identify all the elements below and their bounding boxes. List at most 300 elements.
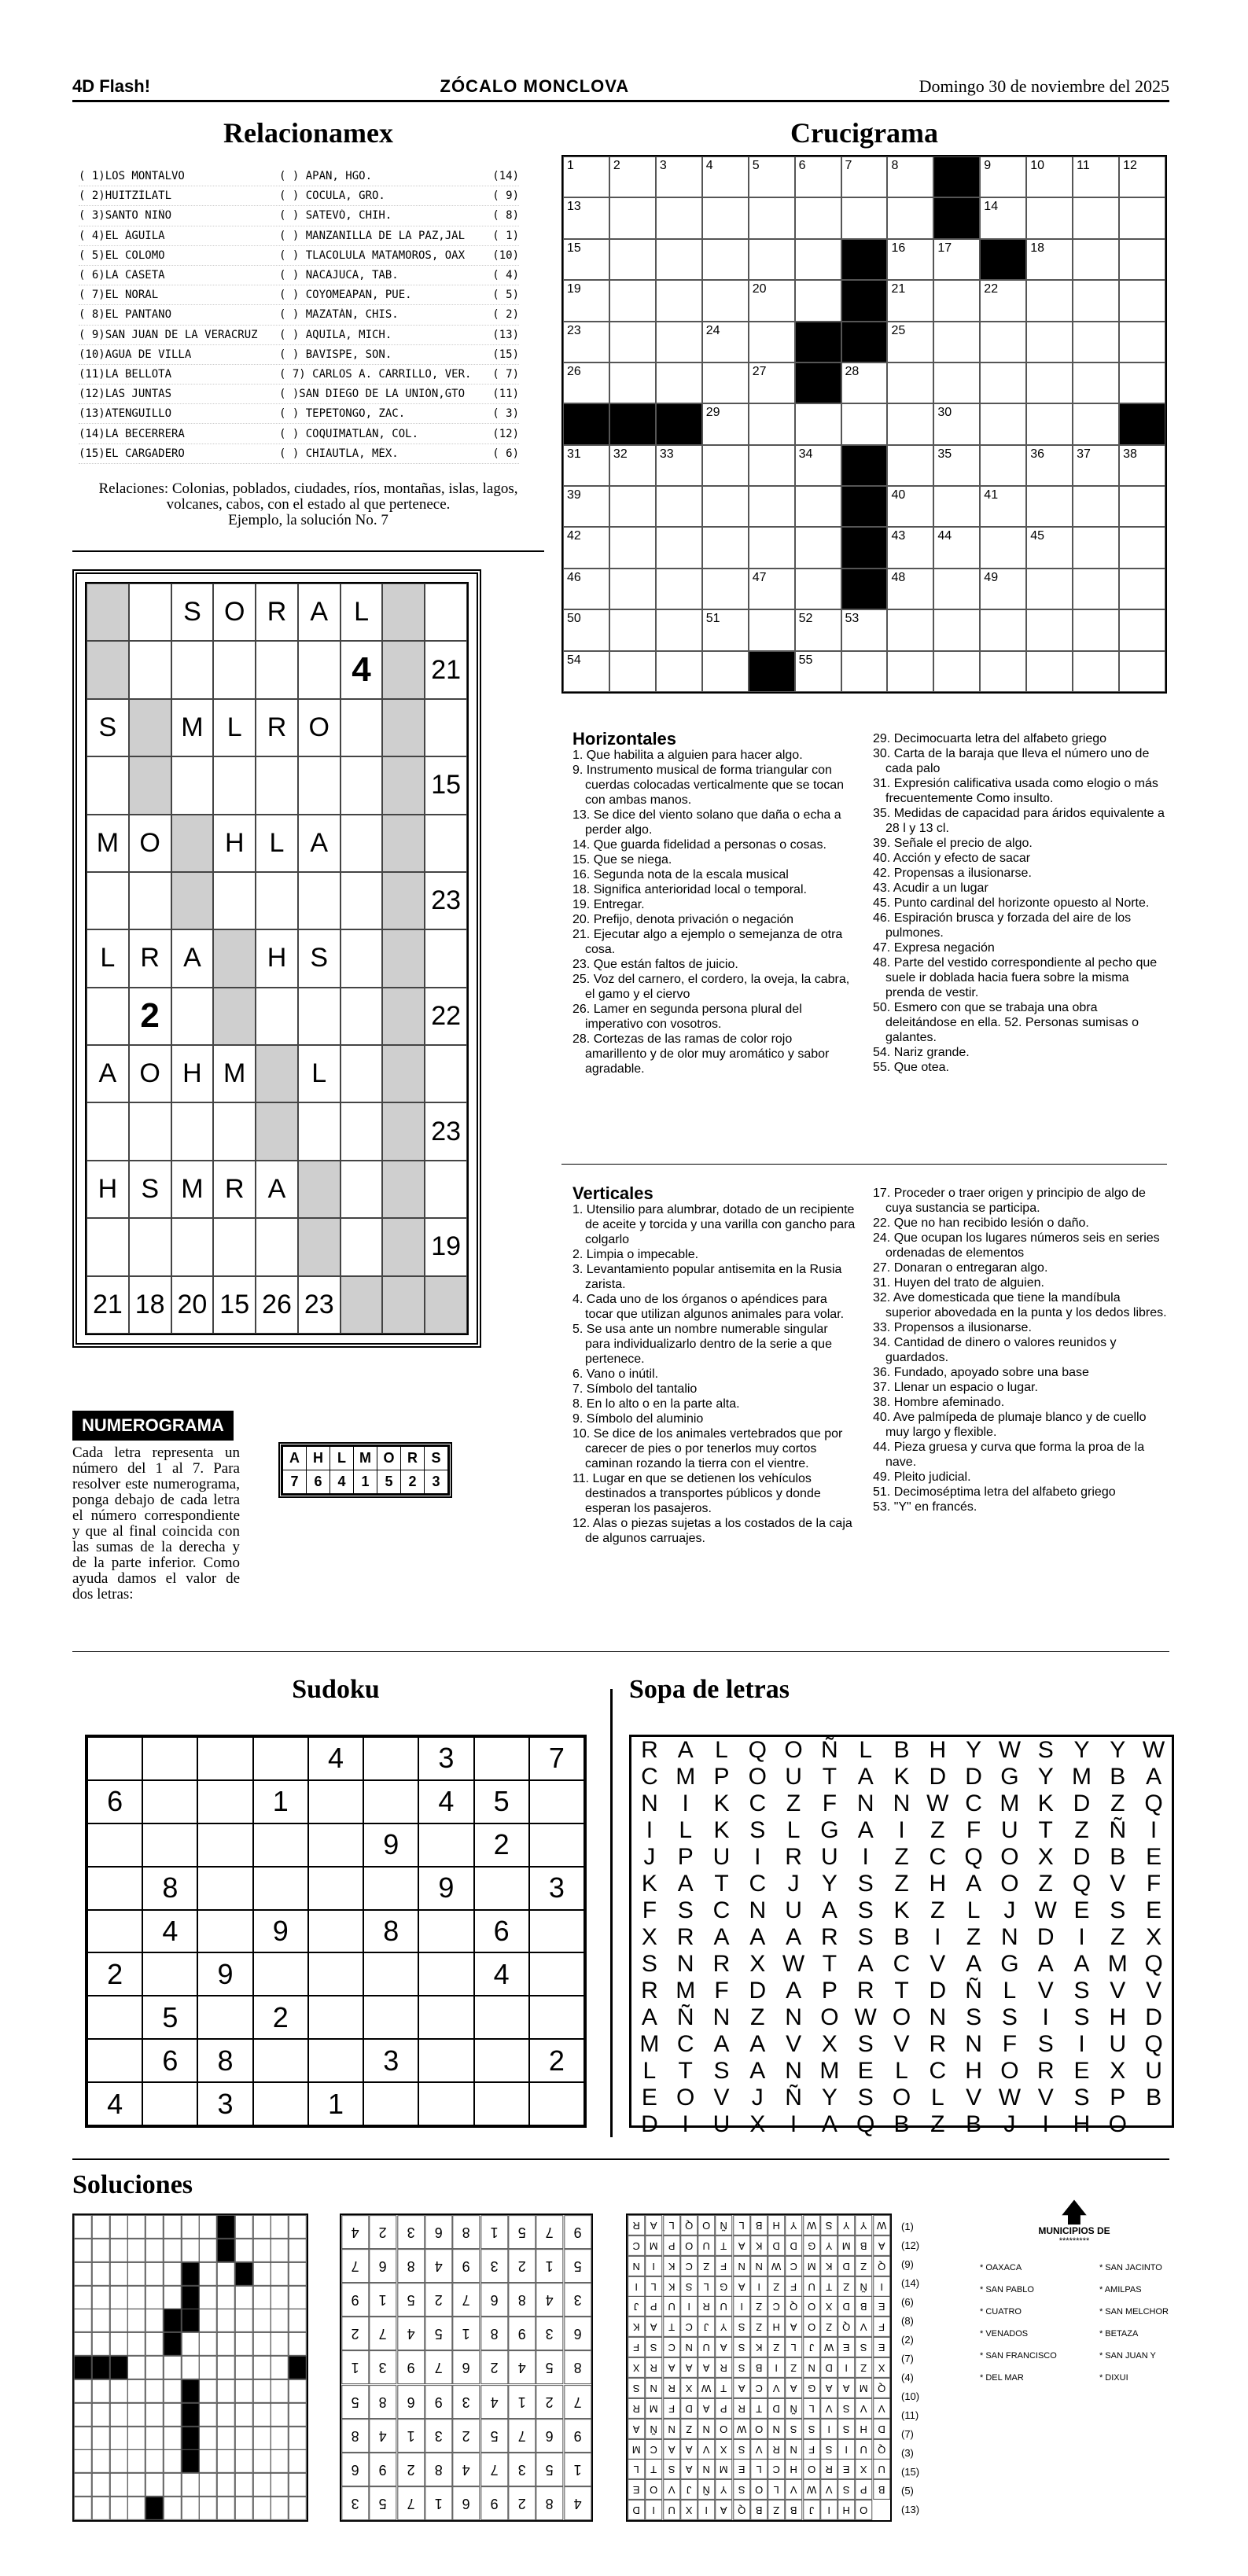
crossword-cell[interactable]: [1073, 651, 1119, 692]
word-search-letter[interactable]: K: [713, 1817, 730, 1843]
crossword-cell[interactable]: 18: [1026, 239, 1073, 280]
word-search-letter[interactable]: I: [1042, 2004, 1049, 2030]
numerograma-cell[interactable]: 4: [341, 641, 383, 698]
crossword-cell[interactable]: [656, 486, 702, 527]
numerograma-cell[interactable]: A: [171, 929, 214, 987]
word-search-letter[interactable]: Z: [786, 1790, 801, 1816]
numerograma-cell[interactable]: A: [298, 815, 341, 872]
word-search-letter[interactable]: Q: [964, 1844, 983, 1870]
word-search-letter[interactable]: V: [1110, 1978, 1126, 2004]
crossword-cell[interactable]: [1073, 280, 1119, 321]
crossword-cell[interactable]: [1026, 569, 1073, 609]
crossword-cell[interactable]: [841, 403, 888, 444]
word-search-letter[interactable]: C: [965, 1790, 982, 1816]
crossword-cell[interactable]: 5: [749, 156, 795, 197]
crossword-cell[interactable]: [1073, 322, 1119, 362]
numerograma-cell[interactable]: [298, 872, 341, 929]
word-search-letter[interactable]: L: [1003, 1978, 1017, 2004]
word-search-letter[interactable]: L: [859, 1737, 873, 1763]
crossword-cell[interactable]: [702, 239, 749, 280]
crossword-cell[interactable]: 45: [1026, 527, 1073, 568]
word-search-letter[interactable]: A: [749, 1924, 766, 1950]
sudoku-cell[interactable]: [418, 1823, 473, 1867]
numerograma-cell[interactable]: O: [129, 815, 171, 872]
numerograma-cell[interactable]: H: [256, 929, 298, 987]
crossword-cell[interactable]: 42: [563, 527, 609, 568]
word-search-letter[interactable]: D: [641, 2111, 658, 2137]
word-search-letter[interactable]: T: [1038, 1817, 1053, 1843]
sudoku-cell[interactable]: [363, 1867, 418, 1910]
word-search-letter[interactable]: O: [892, 2004, 911, 2030]
crossword-cell[interactable]: [841, 197, 888, 238]
sudoku-cell[interactable]: 6: [474, 1910, 529, 1953]
sudoku-cell[interactable]: [529, 1996, 584, 2039]
crossword-cell[interactable]: [749, 445, 795, 486]
word-search-letter[interactable]: O: [1000, 1871, 1019, 1897]
word-search-letter[interactable]: I: [790, 2111, 797, 2137]
crossword-cell[interactable]: [841, 651, 888, 692]
word-search-letter[interactable]: X: [1146, 1924, 1162, 1950]
word-search-letter[interactable]: N: [965, 2031, 982, 2057]
word-search-letter[interactable]: A: [713, 2031, 730, 2057]
word-search-letter[interactable]: D: [1073, 1790, 1091, 1816]
crossword-cell[interactable]: 4: [702, 156, 749, 197]
numerograma-cell[interactable]: [171, 756, 214, 814]
sudoku-cell[interactable]: 4: [474, 1952, 529, 1996]
crossword-cell[interactable]: [1026, 197, 1073, 238]
word-search-letter[interactable]: U: [785, 1897, 802, 1923]
word-search-letter[interactable]: I: [646, 1817, 653, 1843]
numerograma-cell[interactable]: [298, 756, 341, 814]
word-search-letter[interactable]: Y: [1073, 1737, 1090, 1763]
word-search-letter[interactable]: V: [1146, 1978, 1162, 2004]
crossword-cell[interactable]: 31: [563, 445, 609, 486]
sudoku-cell[interactable]: 3: [418, 1737, 473, 1780]
word-search-letter[interactable]: Z: [966, 1924, 981, 1950]
numerograma-cell[interactable]: O: [298, 699, 341, 756]
word-search-letter[interactable]: H: [929, 1871, 947, 1897]
word-search-letter[interactable]: L: [715, 1737, 728, 1763]
crossword-cell[interactable]: [795, 527, 841, 568]
numerograma-cell[interactable]: [298, 1102, 341, 1160]
crossword-cell[interactable]: 6: [795, 156, 841, 197]
word-search-letter[interactable]: C: [676, 2031, 694, 2057]
numerograma-cell[interactable]: [213, 1218, 256, 1275]
word-search-letter[interactable]: V: [930, 1951, 946, 1977]
numerograma-cell[interactable]: R: [129, 929, 171, 987]
sudoku-cell[interactable]: [308, 1780, 363, 1823]
sudoku-cell[interactable]: [87, 1996, 142, 2039]
sudoku-cell[interactable]: 3: [529, 1867, 584, 1910]
crossword-cell[interactable]: 33: [656, 445, 702, 486]
crossword-cell[interactable]: [749, 527, 795, 568]
crossword-cell[interactable]: [980, 527, 1026, 568]
crossword-cell[interactable]: 22: [980, 280, 1026, 321]
word-search-letter[interactable]: W: [998, 2085, 1022, 2110]
word-search-letter[interactable]: I: [1078, 1924, 1085, 1950]
numerograma-cell[interactable]: [256, 1045, 298, 1102]
numerograma-cell[interactable]: 20: [171, 1276, 214, 1334]
numerograma-cell[interactable]: [341, 1276, 383, 1334]
crossword-cell[interactable]: 27: [749, 362, 795, 403]
crossword-cell[interactable]: [795, 569, 841, 609]
word-search-letter[interactable]: I: [682, 1790, 689, 1816]
crossword-cell[interactable]: [887, 197, 933, 238]
numerograma-cell[interactable]: S: [129, 1161, 171, 1218]
crossword-cell[interactable]: [656, 569, 702, 609]
word-search-letter[interactable]: S: [713, 2058, 730, 2084]
word-search-letter[interactable]: I: [682, 2111, 689, 2137]
numerograma-cell[interactable]: [171, 641, 214, 698]
sudoku-cell[interactable]: [142, 1737, 197, 1780]
word-search-letter[interactable]: C: [893, 1951, 911, 1977]
crossword-cell[interactable]: [980, 445, 1026, 486]
word-search-letter[interactable]: S: [1037, 2031, 1054, 2057]
sudoku-cell[interactable]: [197, 1737, 252, 1780]
sudoku-cell[interactable]: 6: [87, 1780, 142, 1823]
word-search-letter[interactable]: N: [676, 1951, 694, 1977]
crossword-cell[interactable]: [656, 527, 702, 568]
numerograma-cell[interactable]: S: [298, 929, 341, 987]
sudoku-cell[interactable]: 9: [363, 1823, 418, 1867]
word-search-letter[interactable]: I: [898, 1817, 905, 1843]
sudoku-cell[interactable]: [474, 1737, 529, 1780]
word-search-letter[interactable]: J: [1003, 2111, 1016, 2137]
word-search-letter[interactable]: W: [782, 1951, 805, 1977]
word-search-letter[interactable]: X: [1037, 1844, 1054, 1870]
numerograma-cell[interactable]: [382, 988, 425, 1045]
word-search-letter[interactable]: Y: [966, 1737, 982, 1763]
numerograma-cell[interactable]: [341, 756, 383, 814]
numerograma-cell[interactable]: [213, 988, 256, 1045]
word-search-letter[interactable]: L: [930, 2085, 944, 2110]
numerograma-cell[interactable]: L: [213, 699, 256, 756]
numerograma-cell[interactable]: [341, 872, 383, 929]
word-search-letter[interactable]: C: [641, 1764, 658, 1790]
word-search-letter[interactable]: G: [820, 1817, 839, 1843]
numerograma-cell[interactable]: [129, 1102, 171, 1160]
word-search-letter[interactable]: C: [929, 1844, 947, 1870]
crossword-cell[interactable]: 2: [609, 156, 656, 197]
crossword-cell[interactable]: [702, 651, 749, 692]
word-search-letter[interactable]: S: [857, 1897, 874, 1923]
numerograma-cell[interactable]: [382, 1161, 425, 1218]
crossword-cell[interactable]: [1073, 609, 1119, 650]
numerograma-cell[interactable]: [382, 641, 425, 698]
word-search-letter[interactable]: S: [1001, 2004, 1018, 2030]
numerograma-cell[interactable]: [341, 1161, 383, 1218]
word-search-letter[interactable]: W: [854, 2004, 877, 2030]
numerograma-cell[interactable]: [87, 641, 129, 698]
word-search-letter[interactable]: T: [822, 1951, 838, 1977]
word-search-letter[interactable]: E: [1146, 1844, 1162, 1870]
sudoku-cell[interactable]: [308, 1910, 363, 1953]
crossword-cell[interactable]: [980, 651, 1026, 692]
word-search-letter[interactable]: D: [929, 1978, 947, 2004]
word-search-letter[interactable]: R: [1036, 2058, 1055, 2084]
word-search-letter[interactable]: H: [929, 1737, 947, 1763]
crossword-cell[interactable]: [1026, 609, 1073, 650]
numerograma-cell[interactable]: [129, 756, 171, 814]
sudoku-cell[interactable]: 2: [529, 2039, 584, 2082]
word-search-letter[interactable]: T: [714, 1871, 729, 1897]
word-search-letter[interactable]: U: [821, 1844, 838, 1870]
crossword-cell[interactable]: 26: [563, 362, 609, 403]
crossword-cell[interactable]: [933, 280, 980, 321]
word-search-letter[interactable]: Z: [1038, 1871, 1053, 1897]
word-search-letter[interactable]: S: [966, 2004, 982, 2030]
word-search-letter[interactable]: D: [1145, 2004, 1162, 2030]
word-search-letter[interactable]: L: [786, 1817, 801, 1843]
sudoku-cell[interactable]: 1: [308, 2082, 363, 2125]
sudoku-cell[interactable]: 8: [197, 2039, 252, 2082]
word-search-letter[interactable]: E: [1073, 2058, 1090, 2084]
crossword-cell[interactable]: [702, 197, 749, 238]
word-search-letter[interactable]: A: [821, 2111, 838, 2137]
word-search-letter[interactable]: N: [893, 1790, 911, 1816]
numerograma-cell[interactable]: 15: [425, 756, 467, 814]
word-search-letter[interactable]: Q: [1144, 2031, 1163, 2057]
word-search-letter[interactable]: U: [1001, 1817, 1018, 1843]
sudoku-cell[interactable]: [418, 2082, 473, 2125]
numerograma-cell[interactable]: [341, 699, 383, 756]
sudoku-cell[interactable]: [308, 2039, 363, 2082]
sudoku-cell[interactable]: [197, 1867, 252, 1910]
numerograma-cell[interactable]: [256, 641, 298, 698]
numerograma-cell[interactable]: [298, 1161, 341, 1218]
crossword-cell[interactable]: [887, 445, 933, 486]
word-search-letter[interactable]: S: [857, 2031, 874, 2057]
word-search-letter[interactable]: W: [998, 1737, 1022, 1763]
sudoku-cell[interactable]: [529, 1823, 584, 1867]
crossword-cell[interactable]: [887, 651, 933, 692]
sudoku-cell[interactable]: [363, 2082, 418, 2125]
word-search-letter[interactable]: S: [857, 1871, 874, 1897]
crossword-cell[interactable]: [656, 197, 702, 238]
word-search-letter[interactable]: R: [856, 1978, 874, 2004]
numerograma-cell[interactable]: [382, 872, 425, 929]
word-search-letter[interactable]: L: [966, 1897, 981, 1923]
numerograma-cell[interactable]: 23: [425, 1102, 467, 1160]
word-search-letter[interactable]: C: [929, 2058, 947, 2084]
word-search-letter[interactable]: X: [749, 1951, 766, 1977]
crossword-cell[interactable]: 44: [933, 527, 980, 568]
word-search-letter[interactable]: A: [1037, 1951, 1054, 1977]
word-search-letter[interactable]: W: [1034, 1897, 1057, 1923]
word-search-letter[interactable]: V: [893, 2031, 910, 2057]
word-search-letter[interactable]: Y: [1110, 1737, 1126, 1763]
word-search-letter[interactable]: Q: [748, 1737, 767, 1763]
crossword-cell[interactable]: [656, 280, 702, 321]
word-search-letter[interactable]: O: [1000, 2058, 1019, 2084]
crossword-cell[interactable]: [702, 569, 749, 609]
word-search-letter[interactable]: N: [929, 2004, 947, 2030]
word-search-letter[interactable]: B: [893, 1924, 910, 1950]
numerograma-cell[interactable]: [425, 1045, 467, 1102]
word-search-letter[interactable]: A: [749, 2031, 766, 2057]
word-search-letter[interactable]: B: [966, 2111, 982, 2137]
word-search-letter[interactable]: B: [1146, 2085, 1162, 2110]
word-search-letter[interactable]: A: [786, 1978, 802, 2004]
word-search-letter[interactable]: S: [1110, 1897, 1126, 1923]
sudoku-cell[interactable]: [197, 1780, 252, 1823]
word-search-letter[interactable]: K: [1037, 1790, 1054, 1816]
numerograma-cell[interactable]: [213, 1102, 256, 1160]
numerograma-cell[interactable]: L: [298, 1045, 341, 1102]
sudoku-cell[interactable]: [418, 1996, 473, 2039]
word-search-letter[interactable]: B: [893, 2111, 910, 2137]
crossword-cell[interactable]: [656, 362, 702, 403]
sudoku-cell[interactable]: 4: [308, 1737, 363, 1780]
numerograma-cell[interactable]: 18: [129, 1276, 171, 1334]
numerograma-cell[interactable]: [256, 988, 298, 1045]
word-search-letter[interactable]: N: [749, 1897, 767, 1923]
crossword-cell[interactable]: [702, 362, 749, 403]
word-search-letter[interactable]: Q: [1072, 1871, 1092, 1897]
word-search-letter[interactable]: I: [754, 1844, 761, 1870]
word-search-letter[interactable]: D: [929, 1764, 947, 1790]
crossword-cell[interactable]: 25: [887, 322, 933, 362]
word-search-letter[interactable]: X: [641, 1924, 657, 1950]
crossword-cell[interactable]: 49: [980, 569, 1026, 609]
word-search-letter[interactable]: M: [1107, 1951, 1128, 1977]
word-search-letter[interactable]: A: [821, 1897, 838, 1923]
word-search-letter[interactable]: A: [641, 2004, 657, 2030]
word-search-letter[interactable]: Z: [1074, 1817, 1089, 1843]
word-search-letter[interactable]: K: [893, 1764, 910, 1790]
word-search-letter[interactable]: A: [857, 1951, 874, 1977]
crossword-cell[interactable]: [1119, 362, 1165, 403]
crossword-cell[interactable]: [933, 486, 980, 527]
crossword-cell[interactable]: [1119, 486, 1165, 527]
numerograma-cell[interactable]: [171, 1102, 214, 1160]
word-search-letter[interactable]: X: [821, 2031, 838, 2057]
crossword-cell[interactable]: [795, 280, 841, 321]
crossword-cell[interactable]: 47: [749, 569, 795, 609]
numerograma-cell[interactable]: [298, 641, 341, 698]
word-search-letter[interactable]: S: [1073, 1978, 1090, 2004]
word-search-letter[interactable]: F: [642, 1897, 657, 1923]
crossword-cell[interactable]: 20: [749, 280, 795, 321]
numerograma-cell[interactable]: H: [171, 1045, 214, 1102]
numerograma-cell[interactable]: R: [256, 699, 298, 756]
crossword-cell[interactable]: [933, 322, 980, 362]
word-search-letter[interactable]: Z: [930, 2111, 945, 2137]
crossword-cell[interactable]: 34: [795, 445, 841, 486]
crossword-cell[interactable]: 3: [656, 156, 702, 197]
word-search-letter[interactable]: A: [966, 1871, 982, 1897]
sudoku-cell[interactable]: [363, 1996, 418, 2039]
crossword-cell[interactable]: [887, 609, 933, 650]
crossword-cell[interactable]: 50: [563, 609, 609, 650]
numerograma-cell[interactable]: O: [213, 583, 256, 641]
word-search-letter[interactable]: Z: [1110, 1790, 1125, 1816]
numerograma-cell[interactable]: [213, 756, 256, 814]
word-search-letter[interactable]: R: [929, 2031, 947, 2057]
crossword-cell[interactable]: [980, 322, 1026, 362]
numerograma-cell[interactable]: [213, 641, 256, 698]
sudoku-cell[interactable]: [418, 2039, 473, 2082]
word-search-letter[interactable]: N: [785, 2004, 802, 2030]
crossword-cell[interactable]: [1026, 280, 1073, 321]
word-search-letter[interactable]: O: [1108, 2111, 1127, 2137]
crossword-cell[interactable]: [609, 197, 656, 238]
word-search-letter[interactable]: R: [676, 1924, 694, 1950]
crossword-cell[interactable]: [609, 280, 656, 321]
sudoku-cell[interactable]: [87, 1867, 142, 1910]
word-search-letter[interactable]: C: [749, 1790, 767, 1816]
word-search-letter[interactable]: M: [676, 1978, 696, 2004]
word-search-letter[interactable]: A: [1073, 1951, 1090, 1977]
numerograma-cell[interactable]: [213, 872, 256, 929]
word-search-letter[interactable]: A: [857, 1817, 874, 1843]
word-search-letter[interactable]: S: [1037, 1737, 1054, 1763]
crossword-cell[interactable]: 19: [563, 280, 609, 321]
crossword-cell[interactable]: 46: [563, 569, 609, 609]
crossword-cell[interactable]: [1073, 197, 1119, 238]
sudoku-cell[interactable]: [142, 1780, 197, 1823]
crossword-cell[interactable]: [609, 609, 656, 650]
numerograma-cell[interactable]: [341, 1045, 383, 1102]
word-search-letter[interactable]: U: [1145, 2058, 1162, 2084]
numerograma-cell[interactable]: [382, 1218, 425, 1275]
sudoku-cell[interactable]: 9: [197, 1952, 252, 1996]
crossword-cell[interactable]: 48: [887, 569, 933, 609]
sudoku-cell[interactable]: [529, 1780, 584, 1823]
crossword-cell[interactable]: [702, 527, 749, 568]
word-search-letter[interactable]: P: [821, 1978, 838, 2004]
sudoku-cell[interactable]: 5: [474, 1780, 529, 1823]
crossword-cell[interactable]: 55: [795, 651, 841, 692]
word-search-letter[interactable]: H: [1109, 2004, 1127, 2030]
sudoku-cell[interactable]: [253, 1867, 308, 1910]
word-search-letter[interactable]: V: [1037, 2085, 1054, 2110]
word-search-letter[interactable]: F: [1146, 1871, 1161, 1897]
sudoku-cell[interactable]: 4: [87, 2082, 142, 2125]
word-search-letter[interactable]: R: [821, 1924, 838, 1950]
crossword-cell[interactable]: [609, 362, 656, 403]
crossword-cell[interactable]: [749, 239, 795, 280]
crossword-cell[interactable]: [1026, 486, 1073, 527]
word-search-letter[interactable]: T: [822, 1764, 838, 1790]
crossword-cell[interactable]: [1026, 362, 1073, 403]
numerograma-cell[interactable]: [87, 1102, 129, 1160]
numerograma-cell[interactable]: [382, 756, 425, 814]
sudoku-cell[interactable]: [363, 1952, 418, 1996]
word-search-letter[interactable]: A: [677, 1871, 694, 1897]
word-search-letter[interactable]: B: [1110, 1844, 1126, 1870]
word-search-letter[interactable]: U: [785, 1764, 802, 1790]
numerograma-cell[interactable]: M: [171, 1161, 214, 1218]
numerograma-cell[interactable]: [341, 815, 383, 872]
word-search-letter[interactable]: G: [1000, 1764, 1019, 1790]
sudoku-cell[interactable]: 6: [142, 2039, 197, 2082]
sudoku-cell[interactable]: [197, 1823, 252, 1867]
numerograma-cell[interactable]: L: [256, 815, 298, 872]
word-search-letter[interactable]: N: [1001, 1924, 1018, 1950]
word-search-letter[interactable]: K: [641, 1871, 657, 1897]
word-search-letter[interactable]: F: [714, 1978, 729, 2004]
word-search-letter[interactable]: E: [1146, 1897, 1162, 1923]
word-search-letter[interactable]: S: [1073, 2004, 1090, 2030]
numerograma-cell[interactable]: [213, 929, 256, 987]
word-search-letter[interactable]: I: [934, 1924, 941, 1950]
crossword-cell[interactable]: 51: [702, 609, 749, 650]
crossword-cell[interactable]: [980, 403, 1026, 444]
crossword-cell[interactable]: [1119, 651, 1165, 692]
crossword-cell[interactable]: [702, 280, 749, 321]
crossword-cell[interactable]: 24: [702, 322, 749, 362]
